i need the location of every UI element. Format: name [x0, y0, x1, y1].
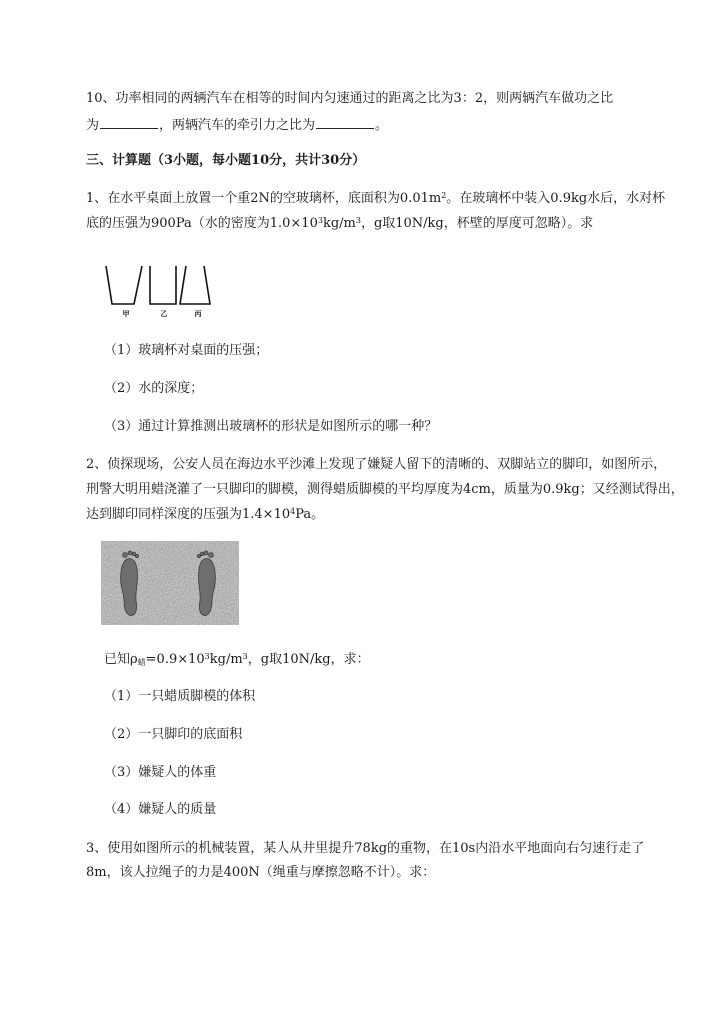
cup-label-bing: 丙 — [194, 309, 202, 318]
p2-known-a: 已知ρ — [104, 652, 138, 667]
p1-line-1-sup: 2 — [441, 191, 447, 200]
p2-known-sub: 蜡 — [137, 658, 146, 667]
q10-line-2 — [86, 116, 388, 135]
p2-line-1: 2、侦探现场，公安人员在海边水平沙滩上发现了嫌疑人留下的清晰的、双脚站立的脚印，如图所示， — [86, 457, 667, 472]
q10-line-1: 10、功率相同的两辆汽车在相等的时间内匀速通过的距离之比为3：2，则两辆汽车做功之比 — [86, 91, 614, 106]
p1-line-1-b: 。在玻璃杯中装入0.9kg水后，水对杯 — [446, 191, 666, 206]
p2-line-2: 刑警大明用蜡浇灌了一只脚印的脚模，测得蜡质脚模的平均厚度为4cm，质量为0.9kg；又经测试得出， — [86, 482, 684, 497]
glass-cups-figure — [104, 262, 216, 318]
answer-blank-1 — [100, 116, 158, 129]
q10-line-2-b: ，两辆汽车的牵引力之比为 — [159, 118, 316, 133]
p2-line-3 — [86, 506, 324, 524]
cup-label-yi: 乙 — [160, 309, 168, 318]
p2-line-3-sup: 4 — [290, 507, 296, 516]
section-title: 三、计算题（3小题，每小题10分，共计30分） — [86, 153, 366, 168]
p1-line-1-a: 1、在水平桌面上放置一个重2N的空玻璃杯，底面积为0.01m — [86, 191, 442, 206]
p1-line-2 — [86, 215, 593, 233]
p2-question-3: （3）嫌疑人的体重 — [104, 765, 217, 780]
p1-line-2-b: kg/m — [322, 216, 356, 231]
p1-line-2-a: 底的压强为900Pa（水的密度为1.0×10 — [86, 216, 318, 231]
p1-question-1: （1）玻璃杯对桌面的压强； — [104, 343, 269, 358]
p2-line-3-b: Pa。 — [295, 507, 325, 522]
p1-question-3: （3）通过计算推测出玻璃杯的形状是如图所示的哪一种？ — [104, 419, 438, 434]
p2-known-c: kg/m — [209, 652, 243, 667]
p2-known-b: =0.9×10 — [145, 652, 205, 667]
cup-bing-shape — [180, 266, 210, 304]
p2-known-line — [104, 651, 370, 669]
cup-label-jia: 甲 — [122, 309, 130, 318]
p3-line-2: 8m，该人拉绳子的力是400N（绳重与摩擦忽略不计）。求： — [86, 865, 436, 880]
p1-line-2-sup1: 3 — [317, 216, 323, 225]
p1-line-1 — [86, 190, 665, 208]
p2-question-1: （1）一只蜡质脚模的体积 — [104, 689, 256, 704]
p2-known-sup2: 3 — [242, 652, 248, 661]
cup-jia-shape — [106, 266, 142, 304]
q10-line-2-a: 为 — [86, 118, 100, 133]
answer-blank-2 — [316, 116, 374, 129]
p2-question-4: （4）嫌疑人的质量 — [104, 802, 217, 817]
q10-line-2-c: 。 — [375, 118, 389, 133]
p2-question-2: （2）一只脚印的底面积 — [104, 727, 243, 742]
footprint-photo — [101, 541, 239, 625]
p1-line-2-c: ，g取10N/kg，杯壁的厚度可忽略）。求 — [360, 216, 594, 231]
cup-yi-shape — [150, 266, 176, 304]
p1-question-2: （2）水的深度； — [104, 381, 204, 396]
p3-line-1: 3、使用如图所示的机械装置，某人从井里提升78kg的重物，在10s内沿水平地面向右匀速行走了 — [86, 841, 645, 856]
p2-known-d: ，g取10N/kg，求： — [247, 652, 370, 667]
p1-line-2-sup2: 3 — [355, 216, 361, 225]
p2-line-3-a: 达到脚印同样深度的压强为1.4×10 — [86, 507, 291, 522]
p2-known-sup1: 3 — [204, 652, 210, 661]
